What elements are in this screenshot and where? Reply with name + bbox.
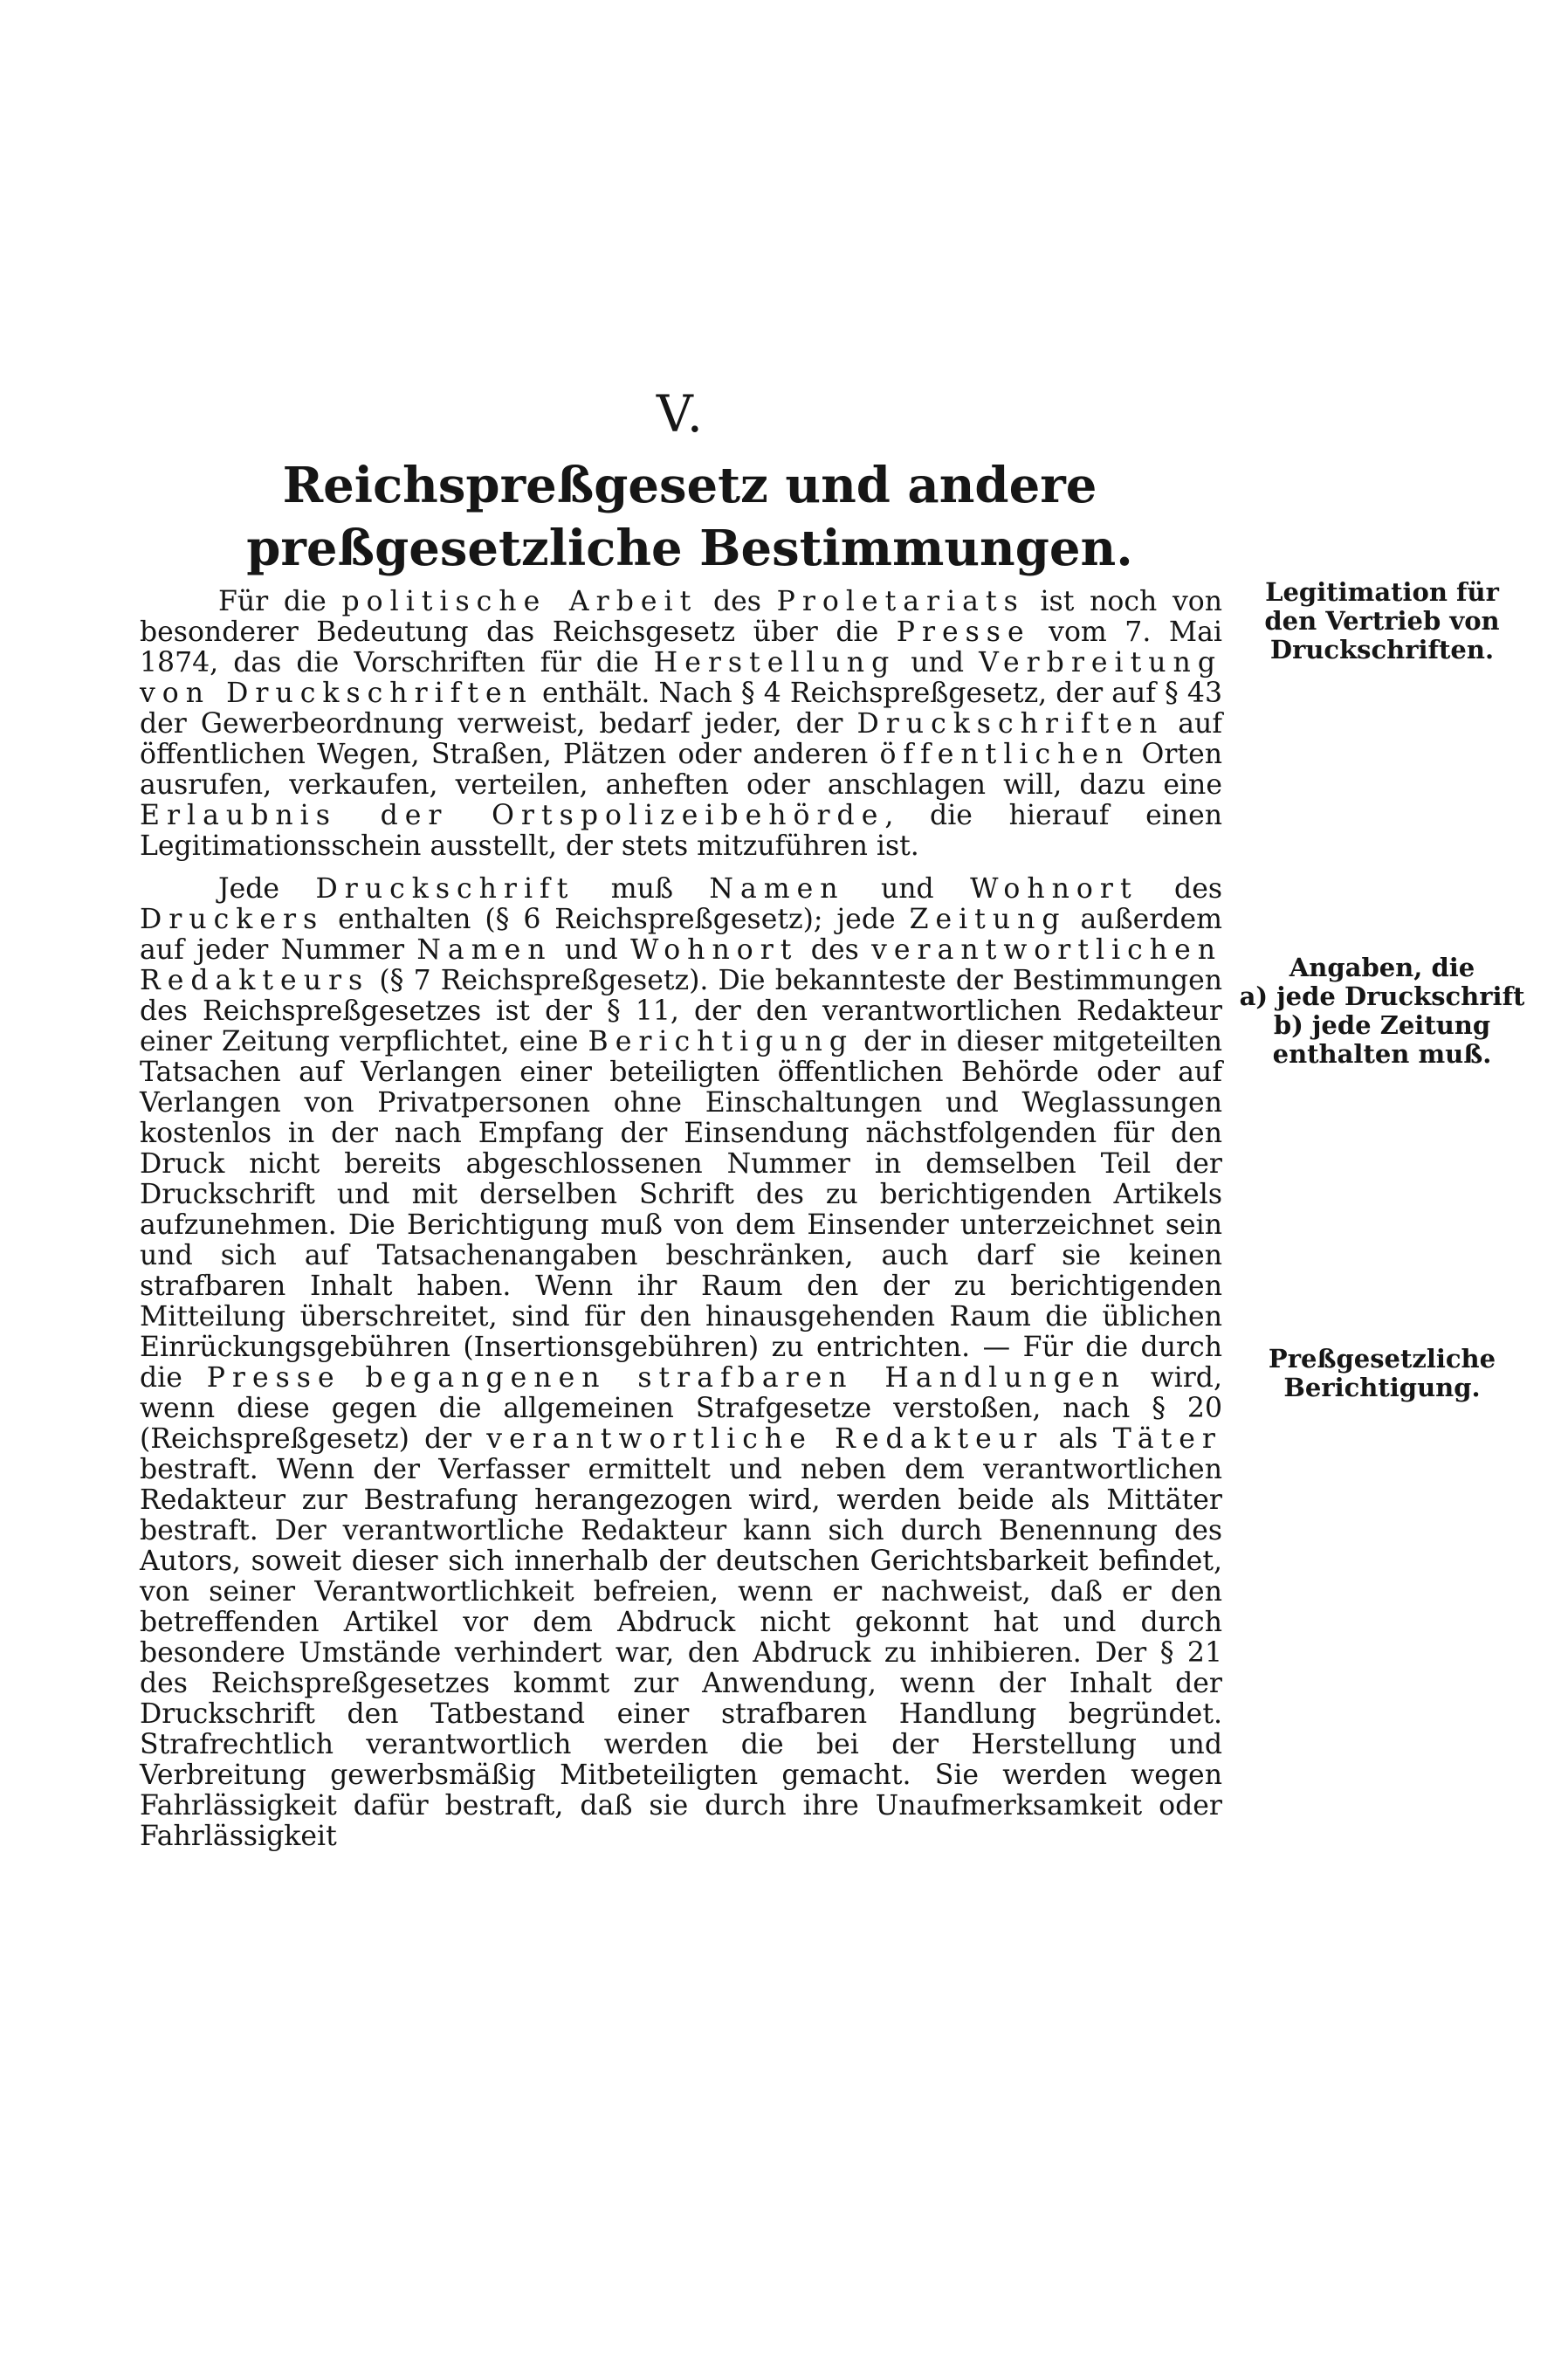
margin-note [1238,578,1526,665]
spaced-text-run: begangenen strafbaren Handlungen [365,1362,1126,1394]
text-run: enthalten (§ 6 Reichspreßgesetz); jede [324,904,910,935]
spaced-text-run: Zeitung [909,904,1067,935]
text-run: der in dieser mitgeteilten Tatsachen auf Verlangen einer beteiligten öffentlichen Behörde oder auf Verlangen von Privatpersonen ohne Einschaltungen und Weglassungen kostenlos in der nach Empfang der Einsendung nächstfolgenden für den Druck nicht bereits abgeschlossenen Nummer in demselben Teil der Druckschrift und mit derselben Schrift des zu berichtigenden Artikels aufzunehmen. Die Berichtigung muß von dem Einsender unterzeichnet sein und sich auf Tatsachenangaben beschränken, auch darf sie keinen strafbaren Inhalt haben. Wenn ihr Raum den der zu berichtigenden Mitteilung überschreitet, sind für den hinausgehenden Raum die üblichen Einrückungsgebühren (Insertionsgebühren) zu entrichten. — Für die durch die [140,1026,1223,1394]
text-run: enthält. Nach § 4 Reichspreßgesetz, der auf § 43 der Gewerbeordnung verweist, bedarf jeder, der [140,678,1222,740]
text-run [341,1362,366,1394]
margin-note [1238,954,1526,1069]
text-run: Orten ausrufen, verkaufen, verteilen, anheften oder anschlagen will, dazu eine [140,739,1222,801]
spaced-text-run: Berichtigung [588,1026,855,1057]
text-run: und [896,647,980,678]
spaced-text-run: Presse [206,1362,341,1394]
spaced-text-run: Wohnort [629,934,799,966]
text-run: des [1138,873,1222,905]
chapter-title: Reichspreßgesetz und andere preßgesetzliche Bestimmungen. [246,457,1133,577]
spaced-text-run: Wohnort [970,873,1138,905]
text-run: des [698,586,777,617]
spaced-text-run: Verbreitung von Druckschriften [140,647,1222,709]
spaced-text-run: Druckschrift [315,873,575,905]
text-run: und [844,873,971,905]
margin-note-line: a) jede Druckschrift [1239,981,1525,1011]
text-run: (§ 7 Reichspreßgesetz). Die bekannteste der Bestimmungen des Reichspreßgesetzes ist der § 11, der den verantwortlichen Redakteur einer Zeitung verpflichtet, eine [140,965,1222,1057]
spaced-text-run: Druckers [140,904,325,935]
text-run: ist noch von besonderer Bedeutung das Reichsgesetz über die [140,586,1222,648]
text-run: bestraft. Wenn der Verfasser ermittelt und neben dem verantwortlichen Redakteur zur Bestrafung herangezogen wird, werden beide als Mittäter bestraft. Der verantwortliche Redakteur kann sich durch Benennung des Autors, soweit dieser sich innerhalb der deutschen Gerichtsbarkeit befindet, von seiner Verantwortlichkeit befreien, wenn er nachweist, daß er den betreffenden Artikel vor dem Abdruck nicht gekonnt hat und durch besondere Umstände verhindert war, den Abdruck zu inhibieren. Der § 21 des Reichspreßgesetzes kommt zur Anwendung, wenn der Inhalt der Druckschrift den Tatbestand einer strafbaren Handlung begründet. Strafrechtlich verantwortlich werden die bei der Herstellung und Verbreitung gewerbsmäßig Mitbeteiligten gemacht. Sie werden wegen Fahrlässigkeit dafür bestraft, daß sie durch ihre Unaufmerksamkeit oder Fahrlässigkeit [140,1454,1222,1852]
margin-note-line: b) jede Zeitung [1273,1010,1491,1040]
spaced-text-run: Namen [416,934,553,966]
margin-note-line: Angaben, die [1289,953,1475,982]
paragraph [140,874,1222,1852]
body-text [140,587,1222,1864]
margin-note-line: Legitimation für [1265,577,1499,607]
text-run: auf öffentlichen Wegen, Straßen, Plätzen oder anderen [140,708,1222,770]
margin-note-line: enthalten muß. [1272,1039,1492,1069]
text-run: muß [574,873,710,905]
spaced-text-run: verantwortlichen Redakteurs [140,934,1222,996]
margin-note-line: Druckschriften. [1269,635,1495,665]
spaced-text-run: Täter [1112,1423,1222,1455]
text-run: außerdem auf jeder Nummer [140,904,1222,966]
spaced-text-run: verantwortliche Redakteur [486,1423,1044,1455]
spaced-text-run: Herstellung [653,647,897,678]
spaced-text-run: Namen [709,873,845,905]
text-run: und [552,934,630,966]
margin-note-line: Berichtigung. [1283,1373,1481,1402]
spaced-text-run: politische Arbeit [341,586,698,617]
chapter-number: V. [656,384,706,444]
text-run: Jede [218,873,316,905]
spaced-text-run: Proletariats [776,586,1025,617]
margin-note-line: den Vertrieb von [1264,606,1500,636]
margin-note-line: Preßgesetzliche [1268,1344,1496,1374]
text-run: wird, wenn diese gegen die allgemeinen Strafgesetze verstoßen, nach § 20 (Reichspreßgesetz) der [140,1362,1222,1455]
spaced-text-run: Druckschriften [856,708,1165,740]
text-run: vom 7. Mai 1874, das die Vorschriften für die [140,616,1222,678]
text-run: Für die [218,586,342,617]
spaced-text-run: öffentlichen [879,739,1131,770]
text-run: des [798,934,872,966]
text-run: , die hierauf einen Legitimationsschein ausstellt, der stets mitzuführen ist. [140,800,1223,862]
margin-note [1238,1345,1526,1402]
paragraph [140,587,1222,862]
spaced-text-run: Erlaubnis der Ortspolizeibehörde [140,800,885,831]
spaced-text-run: Presse [896,616,1031,648]
text-run: als [1043,1423,1113,1455]
